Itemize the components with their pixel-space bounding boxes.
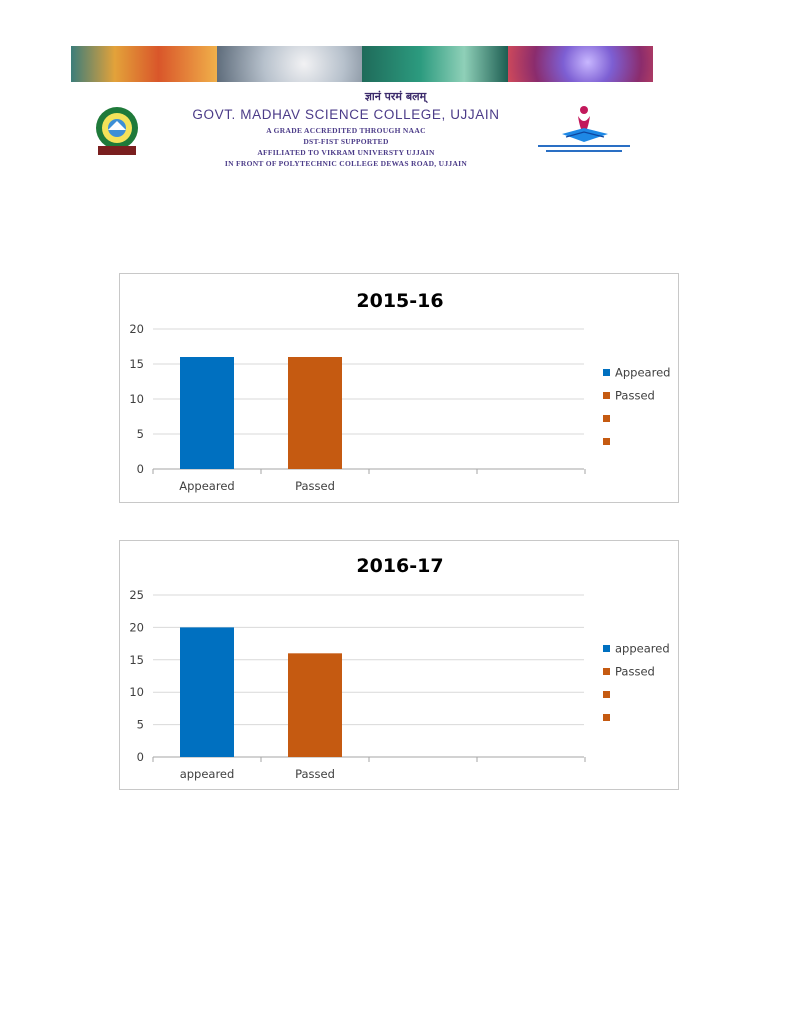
x-category-label: Passed bbox=[295, 479, 335, 493]
bar-appeared bbox=[180, 357, 234, 469]
iqac-logo bbox=[532, 104, 636, 158]
y-tick-label: 25 bbox=[129, 588, 144, 602]
x-category-label: appeared bbox=[179, 767, 235, 781]
legend-swatch bbox=[603, 369, 610, 376]
legend-swatch bbox=[603, 392, 610, 399]
chart-title: 2016-17 bbox=[356, 555, 444, 577]
address-line: IN FRONT OF POLYTECHNIC COLLEGE DEWAS ROAD, UJJAIN bbox=[224, 159, 468, 168]
y-tick-label: 0 bbox=[136, 462, 144, 476]
banner-image-molecules bbox=[362, 46, 508, 82]
header-banner bbox=[71, 46, 653, 82]
bar-passed bbox=[288, 357, 342, 469]
chart-2016-17 bbox=[119, 540, 679, 790]
banner-image-atoms bbox=[508, 46, 654, 82]
y-tick-label: 5 bbox=[136, 717, 144, 732]
accreditation-line: A GRADE ACCREDITED THROUGH NAAC bbox=[266, 126, 426, 135]
x-category-label: Passed bbox=[295, 767, 335, 781]
college-name: GOVT. MADHAV SCIENCE COLLEGE, UJJAIN bbox=[192, 107, 500, 122]
legend-swatch bbox=[603, 691, 610, 698]
legend-swatch bbox=[603, 415, 610, 422]
y-tick-label: 15 bbox=[129, 357, 144, 371]
legend-swatch bbox=[603, 714, 610, 721]
legend-label: Passed bbox=[615, 664, 655, 679]
banner-image-robot bbox=[217, 46, 363, 82]
chart-2015-16-svg bbox=[120, 274, 678, 502]
y-tick-label: 10 bbox=[129, 685, 144, 700]
chart-title: 2015-16 bbox=[356, 290, 444, 312]
college-emblem-logo bbox=[92, 106, 142, 156]
affiliation-line: AFFILIATED TO VIKRAM UNIVERSTY UJJAIN bbox=[257, 148, 435, 157]
y-tick-label: 15 bbox=[129, 652, 144, 667]
college-motto: ज्ञानं परमं बलम् bbox=[364, 90, 427, 103]
support-line: DST-FIST SUPPORTED bbox=[303, 137, 389, 146]
legend-swatch bbox=[603, 438, 610, 445]
y-tick-label: 20 bbox=[129, 620, 144, 635]
y-tick-label: 0 bbox=[136, 750, 144, 764]
legend-label: appeared bbox=[615, 641, 670, 656]
y-tick-label: 20 bbox=[129, 322, 144, 336]
legend-swatch bbox=[603, 668, 610, 675]
bar-passed bbox=[288, 653, 342, 757]
legend-swatch bbox=[603, 645, 610, 652]
bar-appeared bbox=[180, 627, 234, 757]
chart-2015-16 bbox=[119, 273, 679, 503]
x-category-label: Appeared bbox=[179, 479, 235, 493]
legend-label: Appeared bbox=[615, 365, 671, 380]
y-tick-label: 10 bbox=[129, 392, 144, 406]
y-tick-label: 5 bbox=[136, 427, 144, 441]
banner-image-chemistry bbox=[71, 46, 217, 82]
legend-label: Passed bbox=[615, 388, 655, 403]
chart-2016-17-svg bbox=[120, 541, 678, 789]
